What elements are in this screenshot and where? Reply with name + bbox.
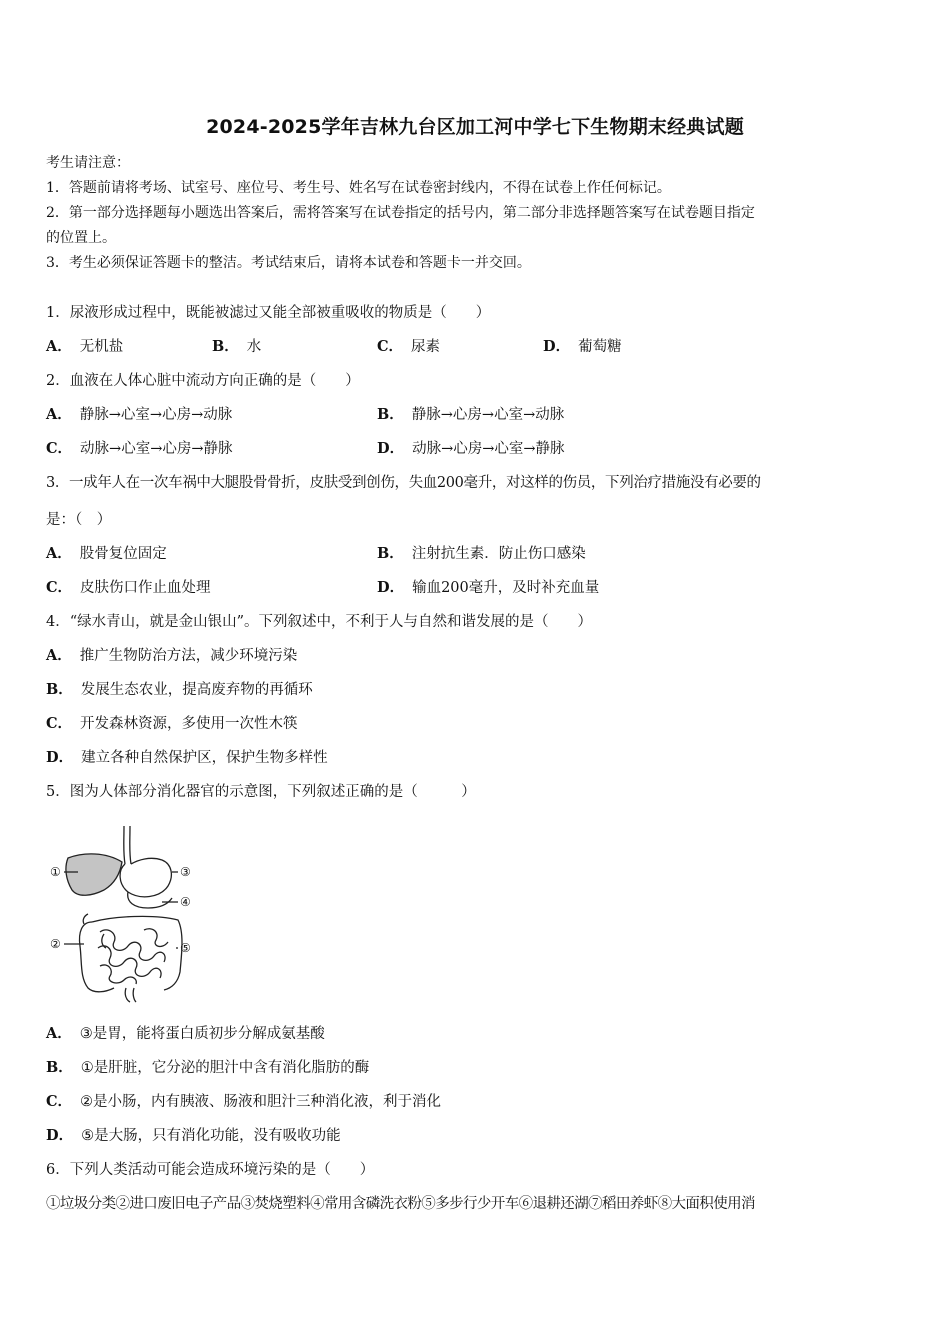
question-3-option-d [377,576,599,597]
question-6-stem: 6．下列人类活动可能会造成环境污染的是（ ） [46,1162,375,1178]
option-label: B． [212,338,239,355]
question-4-option-d [46,746,328,767]
pancreas [128,892,172,908]
question-4-option-b [46,678,313,699]
question-1-option-c [377,335,440,356]
option-text: ②是小肠，内有胰液、肠液和胆汁三种消化液，利于消化 [80,1094,442,1110]
question-2-option-d [377,437,565,458]
question-5-option-d [46,1124,341,1145]
option-label: A． [46,647,72,664]
ascending-colon [80,922,115,992]
label-2: ② [50,937,61,951]
question-2-stem: 2．血液在人体心脏中流动方向正确的是（ ） [46,373,360,389]
label-3: ③ [180,865,191,879]
option-text: 动脉→心房→心室→静脉 [412,441,565,457]
option-label: D． [46,749,74,766]
option-label: C． [46,579,73,596]
option-label: C． [46,440,73,457]
esophagus [124,826,131,864]
option-text: 建立各种自然保护区，保护生物多样性 [81,750,328,766]
question-6-items: ①垃圾分类②进口废旧电子产品③焚烧塑料④常用含磷洗衣粉⑤多步行少开车⑥退耕还湖⑦稻田养虾⑧大面积使用消 [46,1196,755,1212]
option-text: 无机盐 [79,339,124,355]
liver [66,854,122,895]
question-1-stem: 1．尿液形成过程中，既能被滤过又能全部被重吸收的物质是（ ） [46,305,491,321]
small-intestine-coil [98,946,161,978]
option-text: 推广生物防治方法，减少环境污染 [79,648,298,664]
option-label: A． [46,406,72,423]
notice-item-2-cont: 的位置上。 [46,230,116,246]
option-text: 葡萄糖 [578,339,622,355]
option-label: C． [46,1093,73,1110]
rectum [125,988,136,1002]
option-text: 注射抗生素．防止伤口感染 [411,546,586,562]
question-2-option-b [377,403,564,424]
question-3-option-a [46,542,167,563]
label-1: ① [50,865,61,879]
option-label: B． [46,1059,73,1076]
question-3-option-c [46,576,211,597]
option-text: 开发森林资源，多使用一次性木筷 [80,716,298,732]
label-5: ⑤ [180,941,191,955]
question-2-option-a [46,403,232,424]
option-label: A． [46,1025,72,1042]
question-4-stem: 4．“绿水青山，就是金山银山”。下列叙述中，不利于人与自然和谐发展的是（ ） [46,614,593,630]
option-label: D． [543,338,571,355]
page-title: 2024-2025学年吉林九台区加工河中学七下生物期末经典试题 [206,116,744,138]
small-intestine-coil [100,965,136,984]
stomach [120,858,171,896]
transverse-colon [92,916,182,990]
option-text: 股骨复位固定 [79,546,167,562]
option-label: C． [46,715,73,732]
digestive-system-diagram [44,822,204,1004]
option-text: ①是肝脏，它分泌的胆汁中含有消化脂肪的酶 [80,1060,370,1076]
question-3-stem: 3．一成年人在一次车祸中大腿股骨骨折，皮肤受到创伤，失血200毫升，对这样的伤员，下列治疗措施没有必要的 [46,475,761,491]
question-5-option-a [46,1022,325,1043]
option-text: 尿素 [411,339,441,355]
option-text: 静脉→心室→心房→动脉 [79,407,233,423]
option-label: B． [377,406,404,423]
option-label: D． [377,440,405,457]
notice-heading: 考生请注意： [46,155,130,171]
notice-item-2: 2．第一部分选择题每小题选出答案后，需将答案写在试卷指定的括号内，第二部分非选择题答案写在试卷题目指定 [46,205,755,221]
option-text: 水 [246,339,262,355]
option-label: C． [377,338,404,355]
option-label: A． [46,545,72,562]
option-text: ⑤是大肠，只有消化功能，没有吸收功能 [81,1128,341,1144]
option-label: D． [46,1127,74,1144]
question-4-option-a [46,644,297,665]
option-text: 静脉→心房→心室→动脉 [411,407,565,423]
question-3-stem-cont: 是：（ ） [46,512,112,528]
question-2-option-c [46,437,233,458]
question-5-option-c [46,1090,441,1111]
notice-item-1: 1．答题前请将考场、试室号、座位号、考生号、姓名写在试卷密封线内，不得在试卷上作任何标记。 [46,180,671,196]
notice-item-3: 3．考生必须保证答题卡的整洁。考试结束后，请将本试卷和答题卡一并交回。 [46,255,531,271]
question-4-option-c [46,712,298,733]
question-5-option-b [46,1056,369,1077]
option-label: D． [377,579,405,596]
question-3-option-b [377,542,586,563]
option-text: 发展生态农业，提高废弃物的再循环 [80,682,313,698]
option-text: 输血200毫升，及时补充血量 [412,580,600,596]
option-text: 动脉→心室→心房→静脉 [80,441,233,457]
option-label: A． [46,338,72,355]
question-1-option-d [543,335,622,356]
option-text: ③是胃，能将蛋白质初步分解成氨基酸 [79,1026,325,1042]
label-4: ④ [180,895,191,909]
option-text: 皮肤伤口作止血处理 [80,580,211,596]
question-5-stem: 5．图为人体部分消化器官的示意图，下列叙述正确的是（ ） [46,784,476,800]
question-1-option-a [46,335,123,356]
option-label: B． [377,545,404,562]
question-1-option-b [212,335,261,356]
option-label: B． [46,681,73,698]
